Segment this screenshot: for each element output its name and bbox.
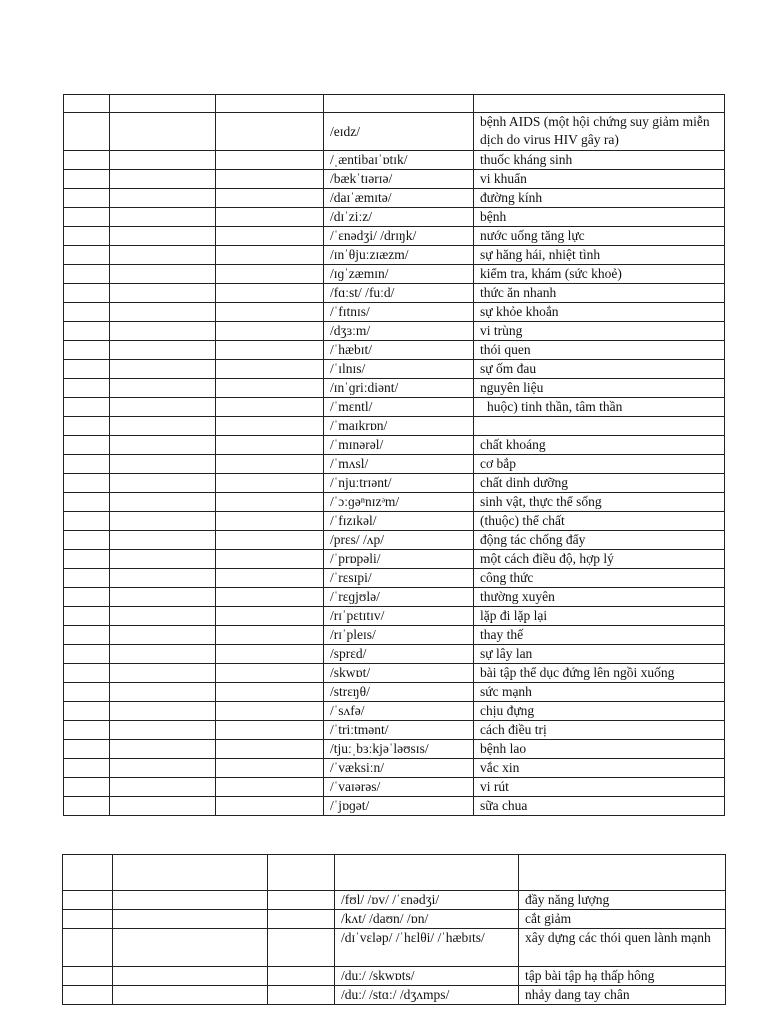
meaning-cell: nguyên liệu <box>474 379 725 398</box>
table-row <box>64 759 725 778</box>
ipa-cell: /ˈfɪtnɪs/ <box>324 303 474 322</box>
table-row <box>64 151 725 170</box>
ipa-cell: /tjuːˌbɜːkjəˈləʊsɪs/ <box>324 740 474 759</box>
ipa-cell: /rɪˈpɛtɪtɪv/ <box>324 607 474 626</box>
table-row <box>64 778 725 797</box>
meaning-cell: sự lây lan <box>474 645 725 664</box>
table-row <box>64 303 725 322</box>
table-row <box>64 284 725 303</box>
table-row <box>64 398 725 417</box>
table-row <box>64 797 725 816</box>
table-header-row <box>63 855 726 891</box>
table-row <box>64 702 725 721</box>
table-row <box>64 493 725 512</box>
table-row <box>64 683 725 702</box>
table-row <box>64 474 725 493</box>
ipa-cell: /ˈmaɪkrɒn/ <box>324 417 474 436</box>
ipa-cell: /ˈɛnədʒi/ /drɪŋk/ <box>324 227 474 246</box>
vocabulary-table-2 <box>62 854 726 1005</box>
ipa-cell: /ˈtriːtmənt/ <box>324 721 474 740</box>
table-row <box>64 265 725 284</box>
meaning-cell: sữa chua <box>474 797 725 816</box>
ipa-cell: /daɪˈæmɪtə/ <box>324 189 474 208</box>
table-row <box>64 208 725 227</box>
meaning-cell: nhảy dang tay chân <box>519 986 726 1005</box>
ipa-cell: /ˈɔːɡəⁿnɪzᵊm/ <box>324 493 474 512</box>
ipa-cell: /ˈnjuːtrɪənt/ <box>324 474 474 493</box>
meaning-cell: thuốc kháng sinh <box>474 151 725 170</box>
ipa-cell: /kʌt/ /daʊn/ /ɒn/ <box>335 910 519 929</box>
meaning-cell: công thức <box>474 569 725 588</box>
meaning-cell: vi trùng <box>474 322 725 341</box>
ipa-cell: /ˌæntibaɪˈɒtɪk/ <box>324 151 474 170</box>
ipa-cell: /dɪˈvɛləp/ /ˈhɛlθi/ /ˈhæbɪts/ <box>335 929 519 967</box>
meaning-cell: (thuộc) thể chất <box>474 512 725 531</box>
ipa-cell: /skwɒt/ <box>324 664 474 683</box>
table-row <box>63 967 726 986</box>
meaning-cell: một cách điều độ, hợp lý <box>474 550 725 569</box>
table-row <box>64 455 725 474</box>
meaning-cell: chịu đựng <box>474 702 725 721</box>
meaning-cell: huộc) tinh thần, tâm thần <box>474 398 725 417</box>
meaning-cell: cơ bắp <box>474 455 725 474</box>
meaning-cell: vi rút <box>474 778 725 797</box>
table-row <box>64 189 725 208</box>
table-row <box>64 341 725 360</box>
meaning-cell: thói quen <box>474 341 725 360</box>
ipa-cell: /fʊl/ /ɒv/ /ˈɛnədʒi/ <box>335 891 519 910</box>
meaning-cell: thường xuyên <box>474 588 725 607</box>
table-row <box>64 436 725 455</box>
meaning-cell: xây dựng các thói quen lành mạnh <box>519 929 726 967</box>
meaning-cell: bệnh <box>474 208 725 227</box>
meaning-cell: bài tập thể dục đứng lên ngồi xuống <box>474 664 725 683</box>
ipa-cell: /ˈmɛntl/ <box>324 398 474 417</box>
table-row <box>64 170 725 189</box>
ipa-cell: /ˈmʌsl/ <box>324 455 474 474</box>
meaning-cell: thức ăn nhanh <box>474 284 725 303</box>
ipa-cell: /ˈprɒpəli/ <box>324 550 474 569</box>
ipa-cell: /ˈvæksiːn/ <box>324 759 474 778</box>
ipa-cell: /ˈjɒɡət/ <box>324 797 474 816</box>
table-row <box>64 588 725 607</box>
table-row <box>64 379 725 398</box>
table-row <box>63 891 726 910</box>
ipa-cell: /ˈmɪnərəl/ <box>324 436 474 455</box>
ipa-cell: /bækˈtɪərɪə/ <box>324 170 474 189</box>
ipa-cell: /rɪˈpleɪs/ <box>324 626 474 645</box>
ipa-cell: /ˈhæbɪt/ <box>324 341 474 360</box>
meaning-cell: cách điều trị <box>474 721 725 740</box>
meaning-cell: chất khoáng <box>474 436 725 455</box>
meaning-cell: sự khỏe khoắn <box>474 303 725 322</box>
meaning-cell: bệnh AIDS (một hội chứng suy giảm miễn dịch do virus HIV gây ra) <box>474 113 725 151</box>
table-row <box>64 531 725 550</box>
table-row <box>64 512 725 531</box>
meaning-cell: lặp đi lặp lại <box>474 607 725 626</box>
table-row <box>63 929 726 967</box>
table-row <box>64 417 725 436</box>
table-row <box>64 550 725 569</box>
table-row <box>64 360 725 379</box>
ipa-cell: /ˈrɛsɪpi/ <box>324 569 474 588</box>
meaning-cell: vi khuẩn <box>474 170 725 189</box>
meaning-cell: tập bài tập hạ thấp hông <box>519 967 726 986</box>
meaning-cell: sự hăng hái, nhiệt tình <box>474 246 725 265</box>
table-row <box>64 607 725 626</box>
ipa-cell: /ˈsʌfə/ <box>324 702 474 721</box>
ipa-cell: /ˈvaɪərəs/ <box>324 778 474 797</box>
ipa-cell: /ɪɡˈzæmɪn/ <box>324 265 474 284</box>
table-row <box>64 740 725 759</box>
meaning-cell: động tác chống đẩy <box>474 531 725 550</box>
meaning-cell: nước uống tăng lực <box>474 227 725 246</box>
table-row <box>64 569 725 588</box>
ipa-cell: /prɛs/ /ʌp/ <box>324 531 474 550</box>
meaning-cell: cắt giảm <box>519 910 726 929</box>
meaning-cell: chất dinh dưỡng <box>474 474 725 493</box>
meaning-cell: sinh vật, thực thể sống <box>474 493 725 512</box>
table-row <box>64 664 725 683</box>
meaning-cell: sức mạnh <box>474 683 725 702</box>
table-header-row <box>64 95 725 113</box>
table-row <box>64 721 725 740</box>
table-row <box>64 113 725 151</box>
table-row <box>63 986 726 1005</box>
ipa-cell: /dɪˈziːz/ <box>324 208 474 227</box>
ipa-cell: /duː/ /skwɒts/ <box>335 967 519 986</box>
meaning-cell: bệnh lao <box>474 740 725 759</box>
table-row <box>64 645 725 664</box>
ipa-cell: /eɪdz/ <box>324 113 474 151</box>
table-row <box>64 626 725 645</box>
ipa-cell: /ɪnˈθjuːzɪæzm/ <box>324 246 474 265</box>
ipa-cell: /sprɛd/ <box>324 645 474 664</box>
ipa-cell: /fɑːst/ /fuːd/ <box>324 284 474 303</box>
ipa-cell: /strɛŋθ/ <box>324 683 474 702</box>
meaning-cell: sự ốm đau <box>474 360 725 379</box>
ipa-cell: /dʒɜːm/ <box>324 322 474 341</box>
table-row <box>64 227 725 246</box>
ipa-cell: /ˈrɛɡjʊlə/ <box>324 588 474 607</box>
meaning-cell: vắc xin <box>474 759 725 778</box>
table-row <box>64 246 725 265</box>
ipa-cell: /ɪnˈɡriːdiənt/ <box>324 379 474 398</box>
table-row <box>63 910 726 929</box>
meaning-cell: kiểm tra, khám (sức khoẻ) <box>474 265 725 284</box>
ipa-cell: /duː/ /stɑː/ /dʒʌmps/ <box>335 986 519 1005</box>
meaning-cell: thay thế <box>474 626 725 645</box>
meaning-cell: đầy năng lượng <box>519 891 726 910</box>
table-row <box>64 322 725 341</box>
meaning-cell <box>474 417 725 436</box>
ipa-cell: /ˈfɪzɪkəl/ <box>324 512 474 531</box>
ipa-cell: /ˈɪlnɪs/ <box>324 360 474 379</box>
vocabulary-table-1 <box>63 94 725 816</box>
meaning-cell: đường kính <box>474 189 725 208</box>
